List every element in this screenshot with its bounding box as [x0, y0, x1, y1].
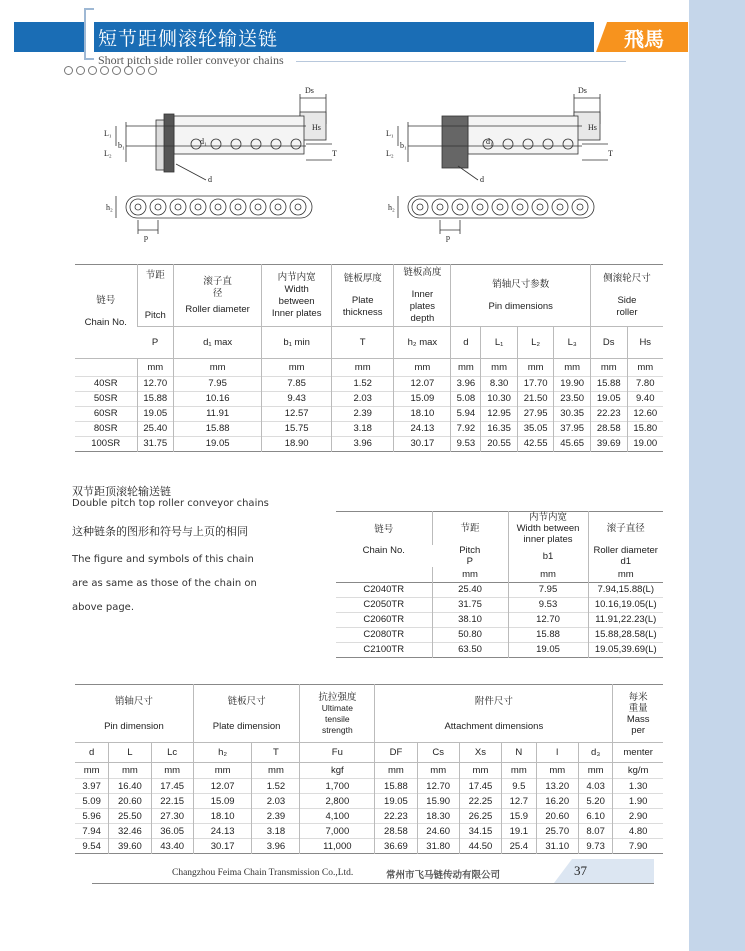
table-row [336, 642, 663, 657]
table-cell: 18.30 [417, 809, 459, 824]
table-cell: 40SR [75, 377, 137, 392]
table-cell: 44.50 [459, 839, 501, 854]
table-cell: 12.07 [394, 377, 451, 392]
table-cell: 36.69 [375, 839, 417, 854]
section2-title-cn: 双节距顶滚轮输送链 [72, 485, 171, 498]
table-cell: 18.10 [193, 809, 252, 824]
t1-sym-l3: L₃ [554, 327, 591, 359]
t2-sym-b1: b1 [508, 545, 588, 567]
table-cell: C2050TR [336, 597, 432, 612]
table-cell: 12.60 [627, 407, 663, 422]
table-cell: 27.95 [517, 407, 554, 422]
table-cell: 3.97 [75, 779, 109, 794]
label-hs: Hs [312, 123, 321, 132]
label-d1: d₁ [200, 137, 207, 146]
t2-unit-row: mm mm mm [336, 567, 663, 582]
table-cell: 12.57 [262, 407, 332, 422]
table-row [75, 407, 663, 422]
table-cell: 9.53 [508, 597, 588, 612]
label-hs-2: Hs [588, 123, 597, 132]
table-cell: 19.05 [174, 437, 262, 452]
table-cell: 34.15 [459, 824, 501, 839]
table-cell: 24.13 [394, 422, 451, 437]
table-cell: 7.80 [627, 377, 663, 392]
label-t: T [332, 149, 337, 158]
table-cell: 1,700 [300, 779, 375, 794]
table-cell: 1.52 [332, 377, 394, 392]
table-cell: 19.05 [508, 642, 588, 657]
table-cell: C2080TR [336, 627, 432, 642]
t2-h-width: 内节内宽 Width between inner plates [508, 512, 588, 546]
side-strip [689, 0, 745, 951]
table-cell: 31.75 [432, 597, 508, 612]
table-cell: 22.23 [375, 809, 417, 824]
table-cell: 24.60 [417, 824, 459, 839]
table-row [336, 582, 663, 597]
table-cell: 15.09 [193, 794, 252, 809]
table-cell: 15.88 [174, 422, 262, 437]
chain-drawing-right [378, 84, 626, 244]
table-cell: 3.18 [332, 422, 394, 437]
table-cell: 15.75 [262, 422, 332, 437]
label-l1-2: L₁ [386, 129, 394, 138]
table-cell: 8.07 [578, 824, 613, 839]
table-cell: 19.05 [137, 407, 174, 422]
t2-h-roller: 滚子直径 [588, 512, 663, 546]
subtitle-rule [296, 61, 626, 62]
label-t-2: T [608, 149, 613, 158]
label-l2-2: L₂ [386, 149, 394, 158]
label-d1-2: d₁ [486, 137, 493, 146]
t1-h-depth: 链板高度 Inner plates depth [394, 265, 451, 327]
table-cell: 37.95 [554, 422, 591, 437]
table-cell: 5.08 [451, 392, 481, 407]
table-cell: 7.90 [613, 839, 663, 854]
table-cell: 36.05 [151, 824, 193, 839]
table-cell: 3.96 [252, 839, 300, 854]
table-cell: 19.00 [627, 437, 663, 452]
table-cell: 42.55 [517, 437, 554, 452]
t3-sym-n: N [502, 743, 537, 763]
table-cell: 31.10 [536, 839, 578, 854]
table-cell: C2060TR [336, 612, 432, 627]
table-cell: 4.80 [613, 824, 663, 839]
table-cell: 15.88,28.58(L) [588, 627, 663, 642]
t1-h-roller: 滚子直径 Roller diameter [174, 265, 262, 327]
table-cell: 15.09 [394, 392, 451, 407]
label-h2: h₂ [106, 203, 113, 212]
t3-sym-menter: menter [613, 743, 663, 763]
table-cell: 2.03 [252, 794, 300, 809]
t3-sym-d3: d₃ [578, 743, 613, 763]
table-cell: 12.7 [502, 794, 537, 809]
page-number: 37 [574, 863, 587, 878]
table-cell: 22.15 [151, 794, 193, 809]
table-cell: 1.30 [613, 779, 663, 794]
table-cell: 17.45 [151, 779, 193, 794]
table-cell: 13.20 [536, 779, 578, 794]
table-cell: 2.39 [332, 407, 394, 422]
table-cell: 50SR [75, 392, 137, 407]
table-cell: 5.20 [578, 794, 613, 809]
t1-unit-row: mm mm mm mm mm mm mm mm mm mm mm [75, 359, 663, 377]
table-cell: 21.50 [517, 392, 554, 407]
table-cell: 20.60 [109, 794, 151, 809]
table-cell: 2.03 [332, 392, 394, 407]
t3-h-attachment: 附件尺寸 Attachment dimensions [375, 685, 613, 743]
table-cell: 11.91 [174, 407, 262, 422]
brand-logo: 飛馬 [624, 27, 664, 51]
label-h2-2: h₂ [388, 203, 395, 212]
chain-diagram-left [96, 84, 344, 244]
table-cell: 16.35 [481, 422, 518, 437]
section2-title-en: Double pitch top roller conveyor chains [72, 498, 269, 509]
table-cell: 20.55 [481, 437, 518, 452]
table-cell: 50.80 [432, 627, 508, 642]
label-l1: L₁ [104, 129, 112, 138]
table-cell: 2.39 [252, 809, 300, 824]
label-b1-2: b₁ [400, 141, 407, 150]
table-cell: 100SR [75, 437, 137, 452]
label-d: d [208, 175, 212, 184]
table-cell: 39.69 [590, 437, 627, 452]
table-row [336, 612, 663, 627]
footer-page-tab [554, 859, 654, 883]
table-cell: 38.10 [432, 612, 508, 627]
table-cell: 7.92 [451, 422, 481, 437]
label-d-2: d [480, 175, 484, 184]
t1-sym-l1: L₁ [481, 327, 518, 359]
table-cell: 31.75 [137, 437, 174, 452]
footer-company-en: Changzhou Feima Chain Transmission Co.,Ltd. [172, 868, 354, 878]
t1-h-chain-no: 链号 Chain No. [75, 265, 137, 359]
t3-sym-lc: Lc [151, 743, 193, 763]
table-cell: 28.58 [590, 422, 627, 437]
t1-h-side-roller: 侧滚轮尺寸 Side roller [590, 265, 663, 327]
table-cell: 3.18 [252, 824, 300, 839]
table-cell: 5.96 [75, 809, 109, 824]
t3-sym-df: DF [375, 743, 417, 763]
t1-sym-l2: L₂ [517, 327, 554, 359]
table-cell: 7.85 [262, 377, 332, 392]
table-cell: 2,800 [300, 794, 375, 809]
table-cell: 3.96 [332, 437, 394, 452]
page-title: 短节距侧滚轮输送链 [98, 28, 279, 50]
t3-unit-row: mm mm mm mm mm kgf mm mm mm mm mm mm kg/m [75, 763, 663, 779]
table-cell: 15.88 [137, 392, 174, 407]
table-cell: 10.16 [174, 392, 262, 407]
table-cell: 63.50 [432, 642, 508, 657]
table-cell: C2100TR [336, 642, 432, 657]
table-cell: 12.07 [193, 779, 252, 794]
table-cell: 18.90 [262, 437, 332, 452]
table-cell: 7.94,15.88(L) [588, 582, 663, 597]
table-cell: 7,000 [300, 824, 375, 839]
t1-sym-hs: Hs [627, 327, 663, 359]
table-cell: 19.05,39.69(L) [588, 642, 663, 657]
t3-sym-fu: Fu [300, 743, 375, 763]
table-row [75, 779, 663, 794]
table-cell: 7.94 [75, 824, 109, 839]
t1-h-pitch: 节距 Pitch [137, 265, 174, 327]
table-cell: 15.88 [590, 377, 627, 392]
table-cell: 25.40 [137, 422, 174, 437]
table-cell: 60SR [75, 407, 137, 422]
t1-sym-h2: h₂ max [394, 327, 451, 359]
t2-h-chain-no: 链号 Chain No. [362, 523, 405, 556]
table-row [75, 437, 663, 452]
label-b1: b₁ [118, 141, 125, 150]
table-cell: 9.43 [262, 392, 332, 407]
table-row [75, 422, 663, 437]
t3-h-mass: 每米重量 Mass per [613, 685, 663, 743]
page-subtitle: Short pitch side roller conveyor chains [98, 53, 284, 67]
t2-h-roller-en: Roller diameter d1 [588, 545, 663, 567]
t1-sym-d: d [451, 327, 481, 359]
footer-company-cn: 常州市飞马链传动有限公司 [386, 870, 501, 881]
table-cell: 4,100 [300, 809, 375, 824]
t3-sym-l: L [109, 743, 151, 763]
table-cell: 12.70 [417, 779, 459, 794]
t1-sym-ds: Ds [590, 327, 627, 359]
table-row [75, 824, 663, 839]
t3-sym-h2: h₂ [193, 743, 252, 763]
table-cell: 15.90 [417, 794, 459, 809]
table-cell: 27.30 [151, 809, 193, 824]
table-cell: 18.10 [394, 407, 451, 422]
table-cell: 15.88 [375, 779, 417, 794]
t3-h-pin: 销轴尺寸 Pin dimension [75, 685, 193, 743]
table-cell: 7.95 [508, 582, 588, 597]
table-row [75, 377, 663, 392]
table-row [75, 794, 663, 809]
label-p: p [144, 233, 148, 242]
double-pitch-chain-table [336, 511, 663, 658]
table-cell: 9.73 [578, 839, 613, 854]
table-row [336, 597, 663, 612]
t3-sym-l-small: l [536, 743, 578, 763]
decorative-dots [64, 66, 157, 75]
table-cell: 11.91,22.23(L) [588, 612, 663, 627]
table-cell: 16.40 [109, 779, 151, 794]
table-cell: 9.53 [451, 437, 481, 452]
table-cell: 22.25 [459, 794, 501, 809]
table-cell: 45.65 [554, 437, 591, 452]
table-cell: 9.5 [502, 779, 537, 794]
table-cell: C2040TR [336, 582, 432, 597]
t3-sym-cs: Cs [417, 743, 459, 763]
t1-h-thickness: 链板厚度 Plate thickness [332, 265, 394, 327]
table-cell: 1.52 [252, 779, 300, 794]
side-roller-chain-table [75, 264, 663, 452]
table-cell: 39.60 [109, 839, 151, 854]
table-cell: 31.80 [417, 839, 459, 854]
table-cell: 25.50 [109, 809, 151, 824]
table-row [75, 809, 663, 824]
t1-sym-b1: b₁ min [262, 327, 332, 359]
table-row [75, 839, 663, 854]
table-cell: 15.9 [502, 809, 537, 824]
t2-h-pitch: 节距 [432, 512, 508, 546]
table-cell: 26.25 [459, 809, 501, 824]
table-cell: 6.10 [578, 809, 613, 824]
table-cell: 12.70 [508, 612, 588, 627]
attachment-dimensions-table [75, 684, 663, 854]
header-bracket [84, 8, 94, 60]
t1-sym-p: P [137, 327, 174, 359]
table-row [336, 627, 663, 642]
label-p-2: p [446, 233, 450, 242]
table-cell: 15.80 [627, 422, 663, 437]
table-cell: 43.40 [151, 839, 193, 854]
table-cell: 23.50 [554, 392, 591, 407]
t1-sym-t: T [332, 327, 394, 359]
table-cell: 5.09 [75, 794, 109, 809]
table-cell: 16.20 [536, 794, 578, 809]
table-cell: 30.17 [193, 839, 252, 854]
table-cell: 17.45 [459, 779, 501, 794]
table-cell: 9.54 [75, 839, 109, 854]
table-cell: 20.60 [536, 809, 578, 824]
table-cell: 32.46 [109, 824, 151, 839]
t3-h-plate: 链板尺寸 Plate dimension [193, 685, 300, 743]
chain-drawing-left [96, 84, 344, 244]
table-cell: 19.05 [375, 794, 417, 809]
t3-h-strength: 抗拉强度 Ultimate tensile strength [300, 685, 375, 743]
table-cell: 3.96 [451, 377, 481, 392]
table-cell: 35.05 [517, 422, 554, 437]
t1-h-width: 内节内宽 Width between Inner plates [262, 265, 332, 327]
table-cell: 2.90 [613, 809, 663, 824]
table-cell: 80SR [75, 422, 137, 437]
table-cell: 12.70 [137, 377, 174, 392]
t1-h-pin: 销轴尺寸参数 Pin dimensions [451, 265, 590, 327]
section2-note-en: The figure and symbols of this chain are as same as those of the chain on above page. [72, 554, 257, 613]
table-cell: 24.13 [193, 824, 252, 839]
t3-sym-xs: Xs [459, 743, 501, 763]
table-cell: 10.30 [481, 392, 518, 407]
table-cell: 5.94 [451, 407, 481, 422]
table-cell: 19.05 [590, 392, 627, 407]
table-cell: 22.23 [590, 407, 627, 422]
t3-sym-t: T [252, 743, 300, 763]
table-cell: 28.58 [375, 824, 417, 839]
label-l2: L₂ [104, 149, 112, 158]
table-row [75, 392, 663, 407]
t2-h-pitch-en: Pitch P [459, 545, 481, 567]
section2-note-cn: 这种链条的图形和符号与上页的相同 [72, 525, 248, 538]
table-cell: 25.4 [502, 839, 537, 854]
table-cell: 17.70 [517, 377, 554, 392]
table-cell: 4.03 [578, 779, 613, 794]
table-cell: 30.17 [394, 437, 451, 452]
table-cell: 25.40 [432, 582, 508, 597]
label-ds: Ds [305, 86, 314, 95]
table-cell: 9.40 [627, 392, 663, 407]
table-cell: 19.1 [502, 824, 537, 839]
table-cell: 12.95 [481, 407, 518, 422]
table-cell: 1.90 [613, 794, 663, 809]
table-cell: 19.90 [554, 377, 591, 392]
t1-sym-d1: d₁ max [174, 327, 262, 359]
chain-diagram-right [378, 84, 626, 244]
footer-rule [92, 883, 654, 884]
table-cell: 25.70 [536, 824, 578, 839]
table-cell: 8.30 [481, 377, 518, 392]
table-cell: 11,000 [300, 839, 375, 854]
table-cell: 10.16,19.05(L) [588, 597, 663, 612]
label-ds-2: Ds [578, 86, 587, 95]
table-cell: 15.88 [508, 627, 588, 642]
t3-sym-d: d [75, 743, 109, 763]
table-cell: 30.35 [554, 407, 591, 422]
table-cell: 7.95 [174, 377, 262, 392]
